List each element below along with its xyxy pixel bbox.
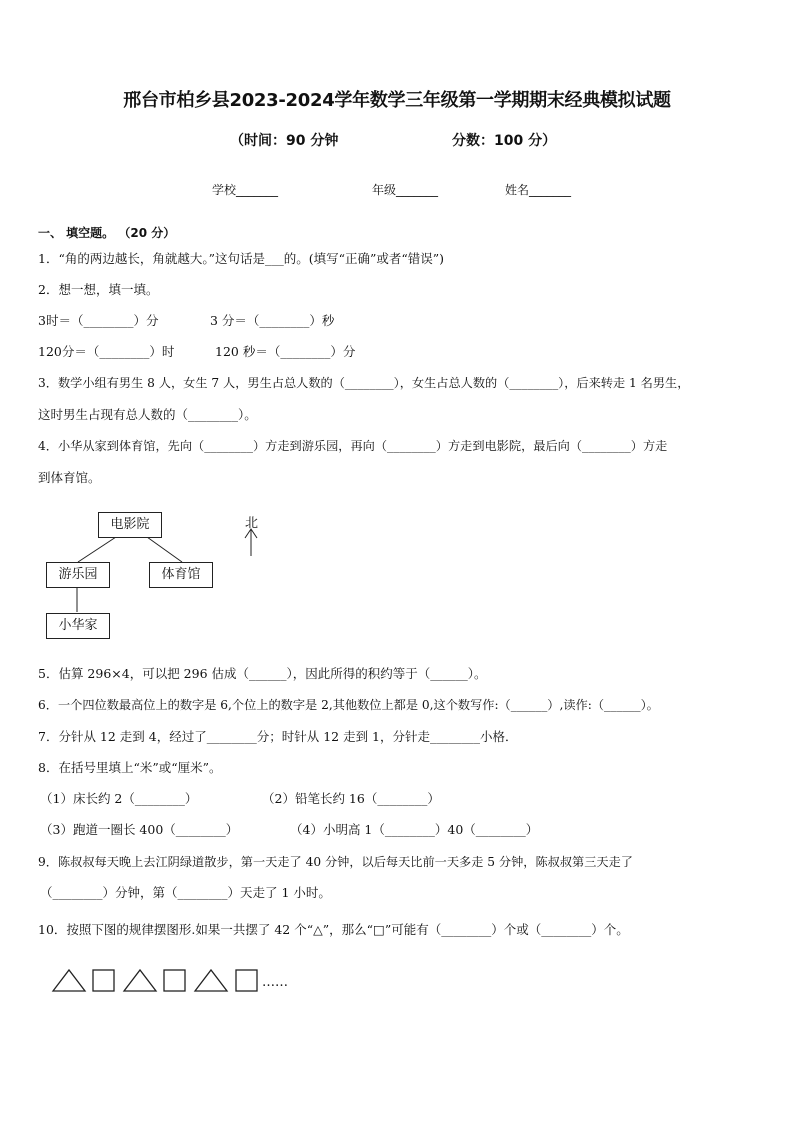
question-2c: 120分＝（________）时 <box>38 344 175 359</box>
question-9-line2: （________）分钟，第（________）天走了 1 小时。 <box>40 885 331 900</box>
page-title: 邢台市柏乡县2023-2024学年数学三年级第一学期期末经典模拟试题 <box>123 90 671 111</box>
school-field: 学校_______ <box>212 183 279 197</box>
node-cinema: 电影院 <box>98 512 162 538</box>
question-8b: （2）铅笔长约 16（________） <box>262 791 440 806</box>
question-6: 6．一个四位数最高位上的数字是 6,个位上的数字是 2,其他数位上都是 0,这个数写作:（______）,读作:（______）。 <box>38 698 659 712</box>
question-4-line2: 到体育馆。 <box>38 470 101 485</box>
exam-time: （时间：90 分钟 <box>230 133 339 149</box>
question-8: 8．在括号里填上“米”或“厘米”。 <box>38 760 222 775</box>
triangle-icon <box>124 970 156 991</box>
question-2b: 3 分＝（________）秒 <box>210 313 335 328</box>
question-8c: （3）跑道一圈长 400（________） <box>40 822 239 837</box>
name-field: 姓名_______ <box>505 183 572 197</box>
triangle-icon <box>195 970 227 991</box>
exam-score: 分数：100 分） <box>452 133 557 149</box>
north-label: 北 <box>245 516 259 531</box>
connector-cinema-park <box>78 537 116 562</box>
node-park: 游乐园 <box>46 562 110 588</box>
triangle-icon <box>53 970 85 991</box>
question-9-line1: 9．陈叔叔每天晚上去江阴绿道散步，第一天走了 40 分钟，以后每天比前一天多走 5 分钟，陈叔叔第三天走了 <box>38 855 633 869</box>
square-icon <box>164 970 185 991</box>
pattern-ellipsis: …… <box>262 975 288 990</box>
question-5: 5．估算 296×4，可以把 296 估成（______），因此所得的积约等于（______）。 <box>38 666 487 681</box>
node-home: 小华家 <box>46 613 110 639</box>
section-heading: 一、 填空题。 （20 分） <box>38 226 176 240</box>
question-2: 2．想一想，填一填。 <box>38 282 159 297</box>
question-8d: （4）小明高 1（________）40（________） <box>290 822 539 837</box>
shape-pattern <box>50 966 270 996</box>
connector-cinema-stadium <box>147 537 182 562</box>
grade-field: 年级_______ <box>372 183 439 197</box>
question-1: 1．“角的两边越长，角就越大。”这句话是___的。(填写“正确”或者“错误”) <box>38 251 445 266</box>
question-3-line2: 这时男生占现有总人数的（________）。 <box>38 407 257 422</box>
question-10: 10．按照下图的规律摆图形.如果一共摆了 42 个“△”，那么“□”可能有（________）个或（________）个。 <box>38 922 629 937</box>
node-stadium: 体育馆 <box>149 562 213 588</box>
square-icon <box>236 970 257 991</box>
question-2a: 3时＝（________）分 <box>38 313 159 328</box>
question-3-line1: 3．数学小组有男生 8 人，女生 7 人，男生占总人数的（________），女生占总人数的（________），后来转走 1 名男生， <box>38 376 690 390</box>
question-2d: 120 秒＝（________）分 <box>215 344 356 359</box>
question-8a: （1）床长约 2（________） <box>40 791 198 806</box>
question-7: 7．分针从 12 走到 4，经过了________分；时针从 12 走到 1，分针走________小格． <box>38 729 518 744</box>
question-4-line1: 4．小华从家到体育馆，先向（________）方走到游乐园，再向（________）方走到电影院，最后向（________）方走 <box>38 439 668 453</box>
square-icon <box>93 970 114 991</box>
